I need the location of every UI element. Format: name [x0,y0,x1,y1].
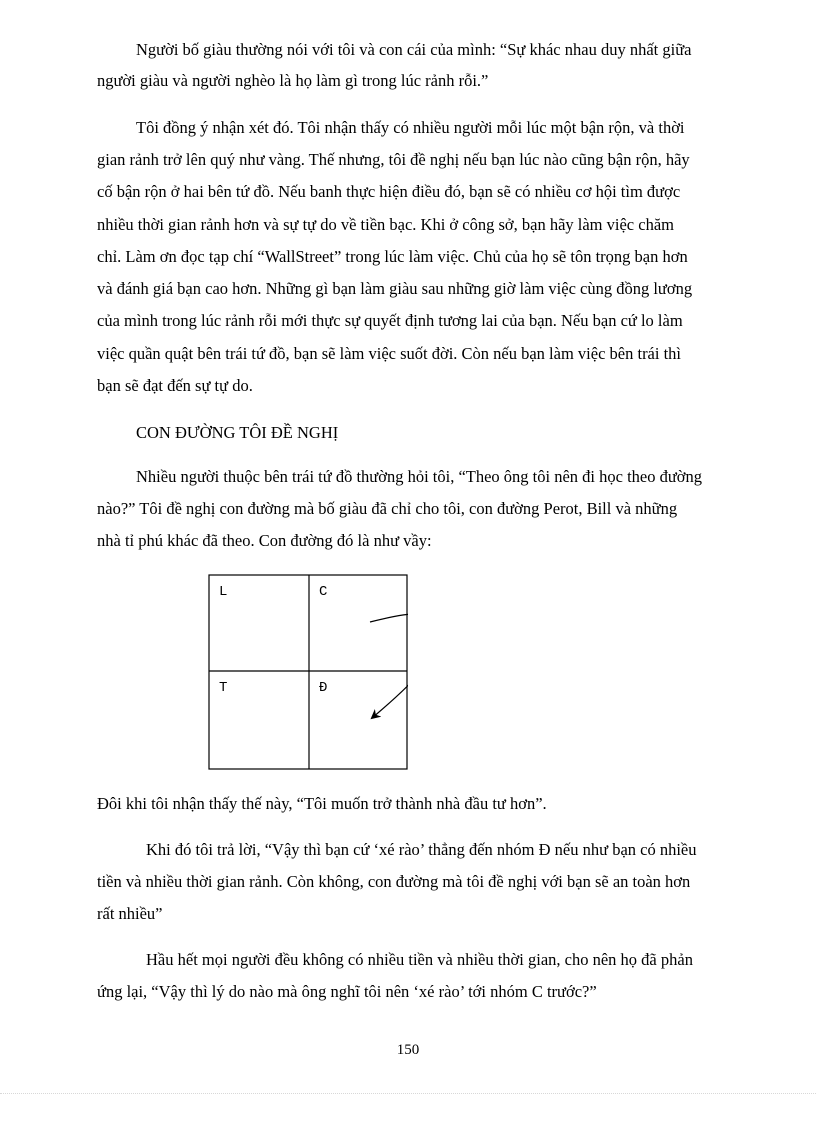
quadrant-grid [208,574,408,770]
section-heading: CON ĐƯỜNG TÔI ĐỀ NGHỊ [136,423,339,442]
paragraph-6-line-1: Hầu hết mọi người đều không có nhiều tiền và nhiều thời gian, cho nên họ đã phản [146,950,693,969]
paragraph-5-line-1: Khi đó tôi trả lời, “Vậy thì bạn cứ ‘xé rào’ thẳng đến nhóm Đ nếu như bạn có nhiều [146,840,697,859]
page-number: 150 [396,1042,420,1058]
paragraph-2-line-5: chỉ. Làm ơn đọc tạp chí “WallStreet” trong lúc làm việc. Chủ của họ sẽ tôn trọng bạn hơn [97,247,688,266]
paragraph-2-line-6: và đánh giá bạn cao hơn. Những gì bạn làm giàu sau những giờ làm việc cùng đồng lương [97,279,693,298]
quadrant-label-l: L [219,584,228,600]
paragraph-5-line-2: tiền và nhiều thời gian rảnh. Còn không, con đường mà tôi đề nghị với bạn sẽ an toàn hơn [97,872,691,891]
paragraph-1-line-2: người giàu và người nghèo là họ làm gì trong lúc rảnh rỗi.” [97,71,489,90]
quadrant-label-c: C [319,584,328,600]
paragraph-1-line-1: Người bố giàu thường nói với tôi và con cái của mình: “Sự khác nhau duy nhất giữa [136,40,692,59]
paragraph-2-line-2: gian rảnh trở lên quý như vàng. Thế nhưng, tôi đề nghị nếu bạn lúc nào cũng bận rộn, hãy [97,150,690,169]
paragraph-3-line-3: nhà tỉ phú khác đã theo. Con đường đó là như vầy: [97,531,432,550]
footer-divider [0,1093,816,1094]
cashflow-quadrant-diagram [208,574,408,770]
paragraph-2-line-3: cố bận rộn ở hai bên tứ đồ. Nếu banh thực hiện điều đó, bạn sẽ có nhiều cơ hội tìm được [97,182,681,201]
paragraph-2-line-9: bạn sẽ đạt đến sự tự do. [97,376,253,395]
paragraph-3-line-1: Nhiều người thuộc bên trái tứ đồ thường hỏi tôi, “Theo ông tôi nên đi học theo đường [136,467,703,486]
paragraph-6-line-2: ứng lại, “Vậy thì lý do nào mà ông nghĩ tôi nên ‘xé rào’ tới nhóm C trước?” [97,982,597,1001]
quadrant-label-d: Đ [319,680,328,696]
paragraph-2-line-1: Tôi đồng ý nhận xét đó. Tôi nhận thấy có nhiều người mỗi lúc một bận rộn, và thời [136,118,685,137]
paragraph-4-line-1: Đôi khi tôi nhận thấy thế này, “Tôi muốn trở thành nhà đầu tư hơn”. [97,794,547,813]
curved-arrow-c-to-d [370,614,408,718]
paragraph-5-line-3: rất nhiều” [97,904,163,923]
paragraph-3-line-2: nào?” Tôi đề nghị con đường mà bố giàu đã chỉ cho tôi, con đường Perot, Bill và những [97,499,678,518]
paragraph-2-line-8: việc quần quật bên trái tứ đồ, bạn sẽ làm việc suốt đời. Còn nếu bạn làm việc bên trái thì [97,344,682,363]
paragraph-2-line-4: nhiều thời gian rảnh hơn và sự tự do về tiền bạc. Khi ở công sở, bạn hãy làm việc chăm [97,215,674,234]
paragraph-2-line-7: của mình trong lúc rảnh rỗi mới thực sự quyết định tương lai của bạn. Nếu bạn cứ lo làm [97,311,683,330]
quadrant-border [209,575,407,769]
quadrant-label-t: T [219,680,228,696]
